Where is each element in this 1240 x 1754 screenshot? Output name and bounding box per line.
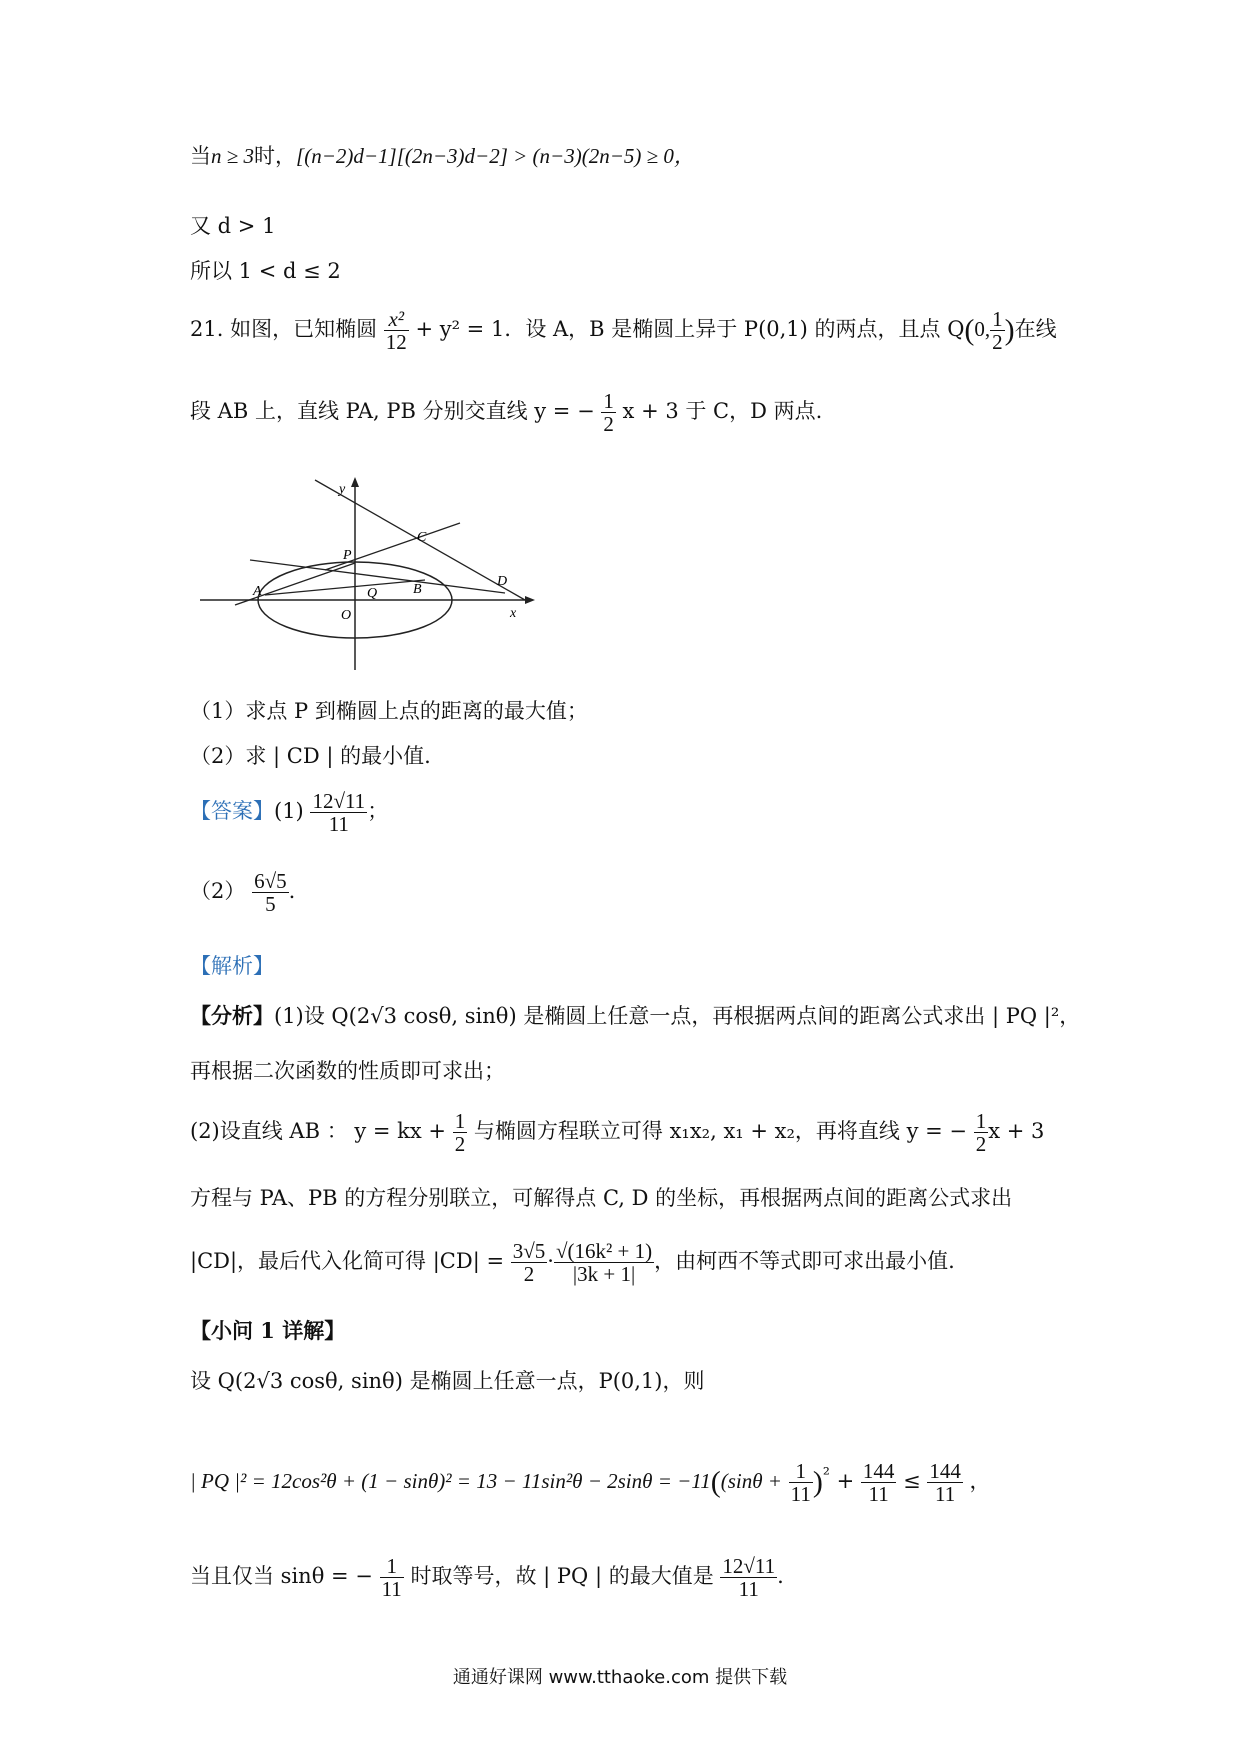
detail-last-line xyxy=(190,1555,784,1600)
text: 21. 如图，已知椭圆 xyxy=(190,317,378,342)
numerator: 1 xyxy=(975,1109,987,1133)
analysis-line-2 xyxy=(190,1055,505,1085)
answer-1-fraction xyxy=(310,790,367,835)
text: ，由柯西不等式即可求出最小值. xyxy=(654,1249,955,1274)
text: 方程与 PA、PB 的方程分别联立，可解得点 C, D 的坐标，再根据两点间的距离公式求出 xyxy=(190,1186,1013,1210)
text: |CD|，最后代入化简可得 |CD| = xyxy=(190,1249,505,1274)
numerator: 1 xyxy=(789,1460,813,1483)
answer-tag: 【答案】 xyxy=(190,799,274,824)
numerator: 6√5 xyxy=(254,869,287,893)
fraction-12sqrt11-over-11 xyxy=(720,1555,777,1600)
text-line-2 xyxy=(190,210,275,240)
numerator: √(16k² + 1) xyxy=(555,1239,653,1263)
analysis-tag-line xyxy=(190,950,274,980)
denominator: 12 xyxy=(385,330,407,355)
paren-open: ( xyxy=(710,1465,721,1499)
label-x: x xyxy=(510,606,517,621)
fraction-1-over-11 xyxy=(789,1460,813,1505)
numerator: 3√5 xyxy=(512,1239,546,1263)
paren-close: ) xyxy=(1004,313,1015,347)
denominator: 2 xyxy=(523,1262,535,1287)
question-21-line-1 xyxy=(190,308,1057,353)
detail-tag-line xyxy=(190,1315,345,1345)
label-p: P xyxy=(343,548,352,563)
sub-question-2 xyxy=(190,740,431,770)
sub-question-1 xyxy=(190,695,588,725)
denominator: 2 xyxy=(454,1132,466,1157)
superscript: ² xyxy=(822,1465,830,1486)
text: 时， xyxy=(254,144,297,168)
text: . xyxy=(288,879,296,904)
label-b: B xyxy=(413,582,422,597)
text: (1) xyxy=(274,799,304,824)
text: x + 3 于 C，D 两点. xyxy=(622,399,823,424)
fraction-half xyxy=(990,308,1005,353)
analysis-line-1 xyxy=(190,1000,1080,1030)
text: 在线 xyxy=(1014,317,1057,342)
text: (1)设 Q(2√3 cosθ, sinθ) 是椭圆上任意一点，再根据两点间的距离公式求出 | PQ |²， xyxy=(274,1004,1081,1028)
fraction-3sqrt5-over-2 xyxy=(511,1240,548,1285)
fraction-x2-over-12 xyxy=(384,308,409,353)
denominator: 11 xyxy=(328,812,349,837)
detail-line-1 xyxy=(190,1365,704,1395)
fraction-half xyxy=(601,390,616,435)
detail-tag: 【小问 1 详解】 xyxy=(190,1318,346,1343)
numerator: 1 xyxy=(603,389,614,413)
denominator: 2 xyxy=(975,1132,987,1157)
fraction-cd-expression xyxy=(554,1240,654,1285)
text: （1）求点 P 到椭圆上点的距离的最大值； xyxy=(190,699,588,723)
analysis-tag: 【解析】 xyxy=(190,954,274,978)
text: 与椭圆方程联立可得 x₁x₂, x₁ + x₂，再将直线 y = − xyxy=(473,1119,968,1144)
numerator: 144 xyxy=(929,1459,961,1483)
fraction-144-over-11 xyxy=(861,1460,897,1505)
analysis-line-3 xyxy=(190,1110,1044,1155)
denominator: 5 xyxy=(265,892,276,917)
label-o: O xyxy=(341,608,352,623)
question-21-line-2 xyxy=(190,390,822,435)
answer-line-2 xyxy=(190,870,295,915)
text: x + 3 xyxy=(988,1119,1045,1144)
fraction-1-over-11 xyxy=(380,1555,404,1600)
label-y: y xyxy=(339,482,346,497)
fenxi-tag: 【分析】 xyxy=(190,1003,274,1028)
numerator: x² xyxy=(384,308,409,331)
text: ； xyxy=(367,799,389,824)
text-line-3 xyxy=(190,255,341,285)
math-inline: [(n−2)d−1][(2n−3)d−2] > (n−3)(2n−5) ≥ 0， xyxy=(296,144,695,168)
answer-2-fraction xyxy=(252,870,289,915)
equation-pq: | PQ |² = 12cos²θ + (1 − sinθ)² = 13 − 11sin²θ − 2sinθ = −11((sinθ + $\frac{1}{11}$ )$^{^2}$ + $\frac{144}{11}$ ≤ $\frac{144}{11}$ ， xyxy=(190,1459,991,1507)
math-inline: (sinθ + xyxy=(720,1469,782,1494)
label-q: Q xyxy=(367,586,378,601)
analysis-line-4 xyxy=(190,1182,1012,1212)
denominator: 2 xyxy=(603,412,614,437)
text: . xyxy=(777,1564,784,1589)
text: (2)设直线 AB ： y = kx + xyxy=(190,1119,447,1144)
ellipse-figure xyxy=(195,475,535,675)
text: 当且仅当 sinθ = − xyxy=(190,1564,373,1589)
fraction-half xyxy=(453,1110,468,1155)
footer: 通通好课网 www.tthaoke.com 提供下载 xyxy=(452,1667,788,1688)
math-inline: | PQ |² = 12cos²θ + (1 − sinθ)² = 13 − 11sin²θ − 2sinθ = −11 xyxy=(190,1469,711,1494)
numerator: 12√11 xyxy=(722,1554,776,1578)
line-ab xyxy=(265,580,425,595)
x-axis-arrow xyxy=(525,596,535,604)
fraction-144-over-11 xyxy=(927,1460,963,1505)
paren-close: ) xyxy=(812,1465,823,1499)
numerator: 1 xyxy=(380,1555,404,1578)
label-a: A xyxy=(253,584,262,599)
line-pd xyxy=(250,560,508,593)
numerator: 1 xyxy=(992,307,1003,331)
denominator: 11 xyxy=(381,1577,402,1602)
text: 当 xyxy=(190,144,211,168)
denominator: 2 xyxy=(992,330,1003,355)
denominator: 11 xyxy=(738,1577,759,1602)
numerator: 144 xyxy=(862,1459,895,1483)
text: 又 d > 1 xyxy=(190,214,276,238)
text: 段 AB 上，直线 PA, PB 分别交直线 y = − xyxy=(190,399,595,424)
text: 设 Q(2√3 cosθ, sinθ) 是椭圆上任意一点，P(0,1)，则 xyxy=(190,1369,705,1393)
fraction-half xyxy=(974,1110,989,1155)
label-d: D xyxy=(497,574,508,589)
denominator: 11 xyxy=(790,1482,811,1507)
text: 0, xyxy=(974,317,991,342)
label-c: C xyxy=(417,530,427,545)
text: 再根据二次函数的性质即可求出； xyxy=(190,1059,505,1083)
denominator: |3k + 1| xyxy=(572,1262,636,1287)
numerator: 1 xyxy=(454,1109,466,1133)
answer-line-1 xyxy=(190,790,388,835)
text: 所以 1 < d ≤ 2 xyxy=(190,259,341,283)
text-line-1 xyxy=(190,140,695,170)
y-axis-arrow xyxy=(351,477,359,487)
math-inline: n ≥ 3 xyxy=(211,144,255,168)
text: ， xyxy=(969,1469,991,1494)
denominator: 11 xyxy=(934,1482,956,1507)
text: 时取等号，故 | PQ | 的最大值是 xyxy=(410,1564,714,1589)
paren-open: ( xyxy=(964,313,975,347)
denominator: 11 xyxy=(868,1482,889,1507)
text: + y² = 1．设 A，B 是椭圆上异于 P(0,1) 的两点，且点 Q xyxy=(415,317,965,342)
numerator: 12√11 xyxy=(312,789,366,813)
analysis-line-5: |CD|，最后代入化简可得 |CD| = $\frac{3√5}{2}$ · $\frac{\text{√(16k² + 1)}}{|3k + 1|}$ ，由柯西不等式即可求出最小值. xyxy=(190,1239,955,1287)
text: ≤ xyxy=(903,1469,921,1494)
text: （2） xyxy=(190,879,246,904)
text: （2）求 | CD | 的最小值. xyxy=(190,744,431,768)
